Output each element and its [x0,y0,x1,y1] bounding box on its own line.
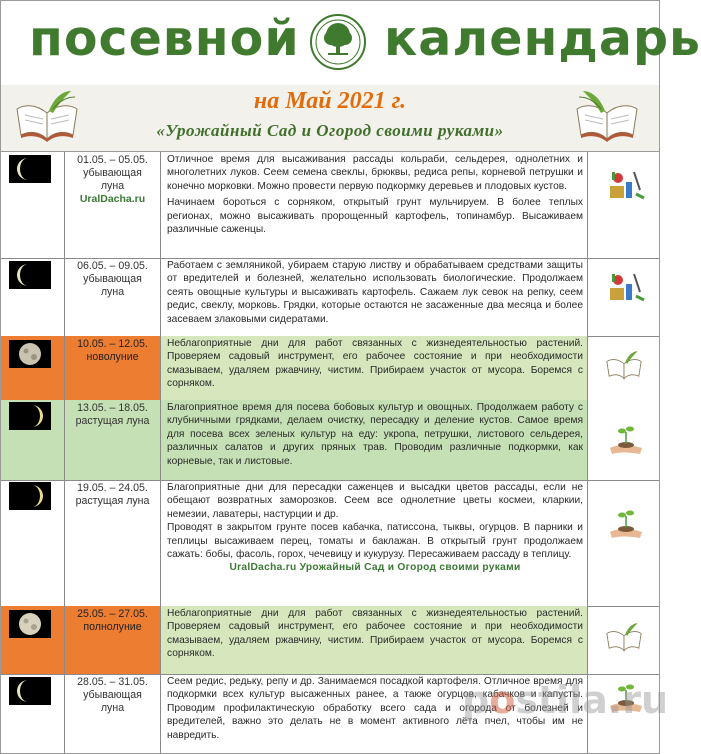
title-left: посевной [29,10,300,67]
table-row [1,152,659,259]
date-range: 06.05. – 09.05. [77,260,148,272]
moon-phase: полнолуние [83,621,142,633]
row-text-extra: Проводят в закрытом грунте посев кабачка, патиссона, тыквы, огурцов. В парники и теплицы высаживаем перец, томаты и баклажан. В открытый грунт продолжаем сажать: бобы, фасоль, горох, чечевицу и кукурузу. Пересаживаем рассаду в теплицу. [167,522,583,561]
garden-tools-icon [606,270,646,304]
date-range: 10.05. – 12.05. [77,338,148,350]
row-text: Неблагоприятные дни для работ связанных с жизнедеятельностью растений. Проверяем садовый инструмент, его рабочее состояние и при необходимости смазываем, удаляем ржавчину, чистим. Прибираем участок от мусора. Боремся с сорняком. [167,338,583,390]
waning-moon-icon [9,155,51,183]
waxing-moon-icon [9,402,51,430]
moon-phase: растущая луна [75,495,150,507]
watermark [462,678,668,722]
moon-phase: новолуние [86,351,139,363]
date-range: 25.05. – 27.05. [77,608,148,620]
date-range: 19.05. – 24.05. [77,482,148,494]
moon-phase: убывающая луна [83,167,142,192]
footnote-site: UralDacha.ru Урожайный Сад и Огород своими руками [229,562,521,574]
sprout-hand-icon [606,422,646,456]
waning-moon-icon [9,677,51,705]
garden-logo-icon [309,13,367,71]
site-link[interactable]: UralDacha.ru [79,193,146,205]
header [1,1,701,86]
moon-phase: убывающая луна [83,273,142,298]
subheader [1,85,659,152]
waxing-moon-icon [9,482,51,510]
row-text: Неблагоприятные дни для работ связанных с жизнедеятельностью растений. Проверяем садовый инструмент, его рабочее состояние и при необходимости смазываем, удаляем ржавчину, чистим. Прибираем участок от мусора. Боремся с сорняком. [167,608,583,660]
watermark-pre: p [462,678,490,722]
new-moon-icon [9,340,51,368]
garden-tools-icon [606,168,646,202]
watermark-mark: o [489,678,516,722]
row-text: Работаем с земляникой, убираем старую листву и обрабатываем средствами защиты от вредителей и болезней, желательно использовать биологические. Продолжаем сеять овощные культуры и высаживать картофель. Сажаем лук севок на репку, сеем редис, свеклу, морковь. Грядки, которые остаются не засаженные два месяца и более засеваем злаковыми сидератами. [167,260,583,325]
table-row [1,336,659,401]
table-row [1,480,659,607]
open-book-icon [573,89,641,145]
row-text: Сеем редис, редьку, репу и др. Занимаемся посадкой картофеля. Отличное время для подкормки всех культур высаженных ранее, а также огурцов, кабачков и капусты. Проводим профилактическую обработку всего сада и огорода от болезней и вредителей, важно это делать не в момент активного лёта пчел, чтобы им не навредить. [167,676,583,741]
watermark-post: stila.ru [515,678,669,722]
row-text: Благоприятные дни для пересадки саженцев и высадки цветов рассады, если не обещают возвратных заморозков. Сеем все однолетние цветы космеи, кларкии, немезии, лаватеры, настурции и др. [167,482,583,520]
table-row [1,258,659,337]
month-label: на Май 2021 г. [253,88,407,114]
title-right: календарь [384,10,701,67]
row-text-extra: Начинаем бороться с сорняком, открытый грунт мульчируем. В более теплых регионах, можно высаживать пророщенный картофель, топинамбур. Высаживаем различные саженцы. [167,197,583,236]
row-text: Благоприятное время для посева бобовых культур и овощных. Продолжаем работу с клубничными грядками, делаем очистку, пересадку и деление кустов. Самое время для посева всех зеленых культур на еду: укропа, петрушки, листового сельдерея, различных салатов и других пряных трав. Проводим различные подкормки, как корневые, так и листовые. [167,402,583,467]
date-range: 01.05. – 05.05. [77,154,148,166]
date-range: 28.05. – 31.05. [77,676,148,688]
date-range: 13.05. – 18.05. [77,402,148,414]
waning-moon-icon [9,261,51,289]
full-moon-icon [9,610,51,638]
table-row [1,400,659,481]
moon-phase: убывающая луна [83,689,142,714]
row-text: Отличное время для высаживания рассады кольраби, сельдерея, однолетних и многолетних луков. Сеем семена свеклы, брюквы, редиса репы, корневой петрушки и конечно морковки. Можно провести первую подкормку деревьев и плодовых кустов. [167,154,583,192]
open-book-icon [602,622,646,654]
moon-phase: растущая луна [75,415,150,427]
table-row [1,606,659,675]
slogan: «Урожайный Сад и Огород своими руками» [156,121,504,140]
open-book-icon [602,350,646,382]
sprout-hand-icon [606,506,646,540]
